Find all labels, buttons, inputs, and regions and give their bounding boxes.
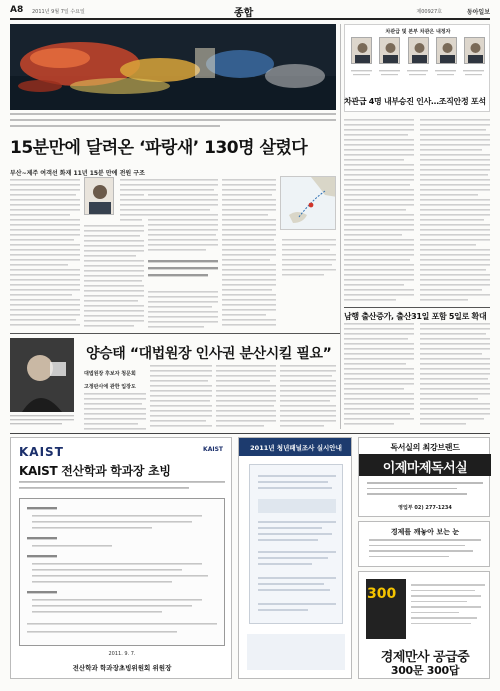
second-body-column-2 <box>150 364 212 430</box>
rescue-photo <box>10 24 336 110</box>
reading-room-ad-tagline: 독서실의 최강브랜드 <box>390 443 460 452</box>
second-body-column-3 <box>216 364 276 430</box>
personnel-photo <box>464 37 485 64</box>
personnel-photo <box>408 37 429 64</box>
survey-ad[interactable] <box>238 437 352 679</box>
personnel-photo <box>351 37 372 64</box>
second-body-column-1 <box>84 392 146 430</box>
survey-ad-title: 2011년 청년패널조사 실시안내 <box>250 444 342 452</box>
kaist-ad-date: 2011. 9. 7. <box>108 651 136 657</box>
qa-book-ad-title: 경제만사 공급중 <box>380 650 470 665</box>
right-body-column-1 <box>344 118 414 304</box>
photo-caption <box>10 112 336 131</box>
economy-book-ad[interactable] <box>358 521 490 567</box>
judge-photo-caption <box>10 414 74 430</box>
survey-ad-footer <box>247 634 345 670</box>
kaist-ad-signature: 전산학과 학과장초빙위원회 위원장 <box>72 664 172 672</box>
economy-book-ad-title: 경제를 깨놓아 보는 눈 <box>390 528 460 536</box>
page-number: A8 <box>10 5 24 15</box>
right-mid-body-column-1 <box>344 322 414 428</box>
second-subhead-2: 고정판사에 관한 입장도 <box>84 384 136 390</box>
reading-room-ad-details <box>367 482 483 499</box>
column-divider <box>340 24 341 429</box>
book-cover-number: 300 <box>367 586 397 602</box>
body-column-2b <box>120 178 148 222</box>
second-headline: 양승태 “대법원장 인사권 분산시킬 필요” <box>86 346 332 362</box>
kaist-logo: KAIST <box>19 445 64 459</box>
section-title: 종합 <box>234 8 254 19</box>
survey-ad-card <box>249 464 343 624</box>
second-subhead-1: 대법원장 후보자 청문회 <box>84 371 136 377</box>
section-divider <box>10 333 340 334</box>
issue-date: 2011년 9월 7일 수요일 <box>32 9 85 15</box>
qa-book-ad-subtitle: 300문 300답 <box>390 664 460 677</box>
body-column-3b <box>148 290 218 328</box>
kaist-ad-details <box>19 498 225 646</box>
reading-room-ad[interactable] <box>358 437 490 517</box>
personnel-box-title: 차관급 및 본부 차관은 내정자 <box>385 29 451 35</box>
kaist-ad-description <box>19 480 225 496</box>
right-mid-body-column-2 <box>420 322 490 428</box>
main-headline: 15분만에 달려온 ‘파랑새’ 130명 살렸다 <box>10 138 308 158</box>
right-body-column-2 <box>420 118 490 304</box>
body-column-3 <box>148 178 218 254</box>
ad-divider <box>10 433 490 434</box>
personnel-photo <box>379 37 400 64</box>
second-body-column-4 <box>280 364 336 430</box>
kaist-logo-small: KAIST <box>203 446 223 453</box>
judge-photo <box>10 338 74 412</box>
kaist-ad[interactable] <box>10 437 232 679</box>
body-column-1 <box>10 178 80 328</box>
body-column-4 <box>222 178 276 328</box>
body-column-2 <box>84 224 144 328</box>
route-map <box>280 176 336 230</box>
masthead <box>10 4 490 20</box>
economy-book-ad-details <box>369 539 481 561</box>
personnel-photo <box>436 37 457 64</box>
pull-quote <box>148 259 218 286</box>
paper-name: 동아일보 <box>466 9 490 16</box>
kaist-ad-title: KAIST 전산학과 학과장 초빙 <box>19 464 171 478</box>
issue-code: 제00927호 <box>416 9 442 15</box>
personnel-photos <box>351 37 485 64</box>
portrait-photo <box>84 177 114 215</box>
map-legend <box>282 238 336 280</box>
right-headline-1: 차관급 4명 내부승진 인사…조직안정 포석 <box>344 97 486 106</box>
main-subhead: 부산~제주 여객선 화재 11년 15분 만에 전원 구조 <box>10 170 145 177</box>
right-section-divider <box>344 307 490 308</box>
right-headline-2: 남행 출산증가, 출산31일 포함 5일로 확대 <box>344 312 487 321</box>
qa-book-ad[interactable] <box>358 571 490 679</box>
reading-room-ad-brand: 이제마제독서실 <box>382 461 468 476</box>
qa-book-ad-details <box>411 584 485 628</box>
reading-room-ad-phone: 영업부 02) 277-1234 <box>398 505 452 511</box>
